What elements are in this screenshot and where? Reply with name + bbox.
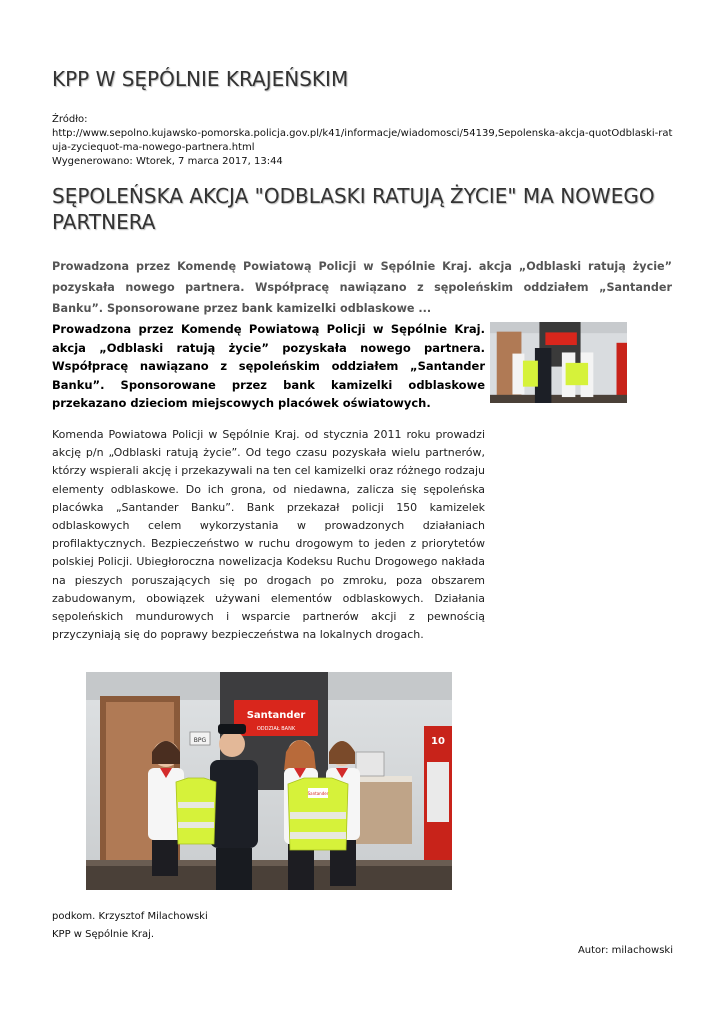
- article-thumbnail: [490, 322, 627, 403]
- article-body: Komenda Powiatowa Policji w Sępólnie Kraj. od stycznia 2011 roku prowadzi akcję p/n „Odblaski ratują życie”. Od tego czasu pozyskała wielu partnerów, którzy wspierali akcję i przekazywali na ten cel kamizelki oraz różnego rodzaju elementy odblaskowe. Do ich grona, od niedawna, zalicza się sępoleńska placówka „Santander Banku”. Bank przekazał policji 150 kamizelek odblaskowych celem wykorzystania w prowadzonych działaniach profilaktycznych. Bezpieczeństwo w ruchu drogowym to jeden z priorytetów polskiej Policji. Ubiegłoroczna nowelizacja Kodeksu Ruchu Drogowego nakłada na pieszych poruszających się po drogach po zmroku, poza obszarem zabudowanym, obowiązek używani elementów odblaskowych. Działania sępoleńskich mundurowych i wsparcie partnerów akcji z pewnością przyczyniają się do poprawy bezpieczeństwa na lokalnych drogach.: [52, 428, 485, 642]
- reflective-vest-right: [288, 778, 348, 850]
- santander-sign-subtext: ODDZIAŁ BANK: [256, 726, 296, 732]
- source-label: Źródło:: [52, 114, 88, 125]
- generated-date: Wygenerowano: Wtorek, 7 marca 2017, 13:44: [52, 156, 283, 167]
- author: Autor: milachowski: [577, 945, 673, 956]
- vest-brand-text: Santander: [307, 791, 329, 796]
- signature-name: podkom. Krzysztof Milachowski: [52, 911, 208, 922]
- promo-banner-text: 10: [431, 736, 445, 747]
- site-title: KPP W SĘPÓLNIE KRAJEŃSKIM: [52, 67, 349, 91]
- signature: [52, 908, 208, 944]
- article-intro: Prowadzona przez Komendę Powiatową Policji w Sępólnie Kraj. akcja „Odblaski ratują życie” pozyskała nowego partnera. Współpracę nawiązano z sępoleńskim oddziałem „Santander Banku”. Sponsorowane przez bank kamizelki odblaskowe przekazano dzieciom miejscowych placówek oświatowych.: [52, 322, 485, 410]
- source-url[interactable]: http://www.sepolno.kujawsko-pomorska.policja.gov.pl/k41/informacje/wiadomosci/54139,Sepolenska-akcja-quotOdblaski-ratuja-zyciequot-ma-nowego-partnera.html: [52, 128, 673, 153]
- signature-unit: KPP w Sępólnie Kraj.: [52, 929, 155, 940]
- door-sign-text: BPG: [193, 737, 207, 744]
- source-info: [52, 113, 677, 169]
- reflective-vest-left: [176, 778, 216, 844]
- article-photo: [86, 672, 452, 890]
- article-lead: Prowadzona przez Komendę Powiatową Policji w Sępólnie Kraj. akcja „Odblaski ratują życie” pozyskała nowego partnera. Współpracę nawiązano z sępoleńskim oddziałem „Santander Banku”. Sponsorowane przez bank kamizelki odblaskowe ...: [52, 260, 672, 315]
- article-title: SĘPOLEŃSKA AKCJA "ODBLASKI RATUJĄ ŻYCIE" MA NOWEGO PARTNERA: [52, 184, 655, 234]
- santander-sign-text: Santander: [246, 710, 306, 721]
